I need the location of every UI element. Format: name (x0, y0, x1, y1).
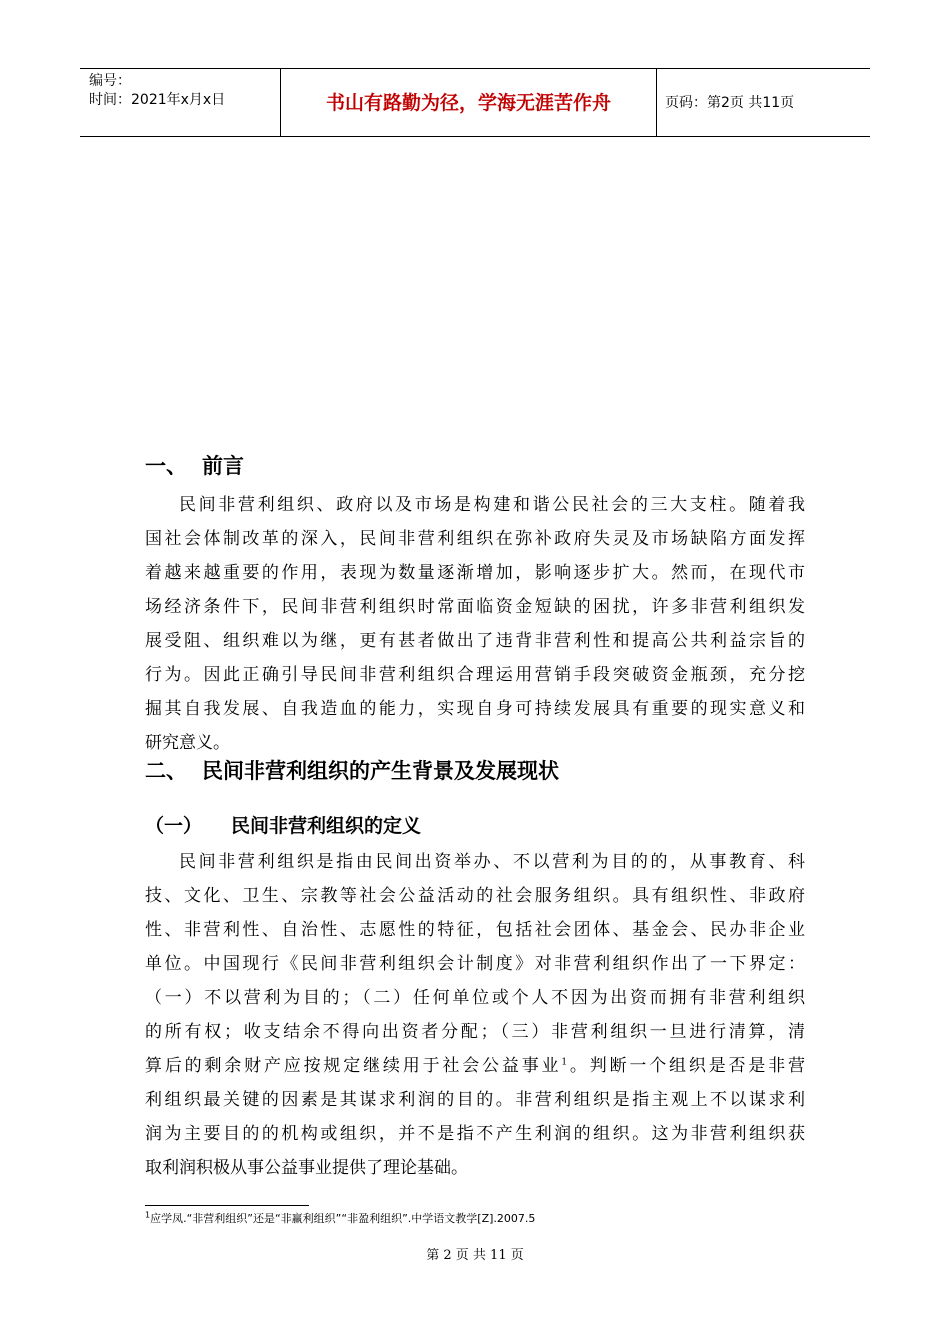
paragraph-line: （一）不以营利为目的；（二）任何单位或个人不因为出资而拥有非营利组织 (145, 988, 805, 1008)
paragraph-line: 掘其自我发展、自我造血的能力，实现自身可持续发展具有重要的现实意义和 (145, 699, 805, 719)
paragraph-line: 取利润积极从事公益事业提供了理论基础。 (145, 1158, 468, 1178)
subsection-title: 民间非营利组织的定义 (231, 815, 422, 837)
paragraph-line: 展受阻、组织难以为继，更有甚者做出了违背非营利性和提高公共利益宗旨的 (145, 631, 805, 651)
page-number-footer: 第 2 页 共 11 页 (426, 1248, 524, 1263)
paragraph-line-with-footnote (145, 1049, 805, 1083)
footnote-marker: 1 (145, 1210, 151, 1220)
paragraph-line: 国社会体制改革的深入，民间非营利组织在弥补政府失灵及市场缺陷方面发挥 (145, 529, 805, 549)
section-title: 前言 (202, 454, 244, 478)
section-1-paragraph (145, 488, 805, 760)
subsection-1-paragraph (145, 845, 805, 1185)
footnote (145, 1211, 535, 1227)
paragraph-line: 着越来越重要的作用，表现为数量逐渐增加，影响逐步扩大。然而，在现代市 (145, 563, 805, 583)
page-header-table (80, 68, 870, 137)
paragraph-line: 民间非营利组织是指由民间出资举办、不以营利为目的的，从事教育、科 (179, 852, 805, 872)
paragraph-line: 研究意义。 (145, 733, 230, 753)
document-time-label: 时间：2021年x月x日 (89, 92, 226, 108)
paragraph-line: 场经济条件下，民间非营利组织时常面临资金短缺的困扰，许多非营利组织发 (145, 597, 805, 617)
section-title: 民间非营利组织的产生背景及发展现状 (202, 759, 559, 783)
section-number: 一、 (145, 454, 187, 478)
footnote-separator (145, 1205, 309, 1206)
section-heading-1 (145, 450, 244, 480)
page-footer (0, 1247, 950, 1265)
document-number-label: 编号： (89, 73, 131, 89)
header-page-cell (657, 69, 870, 136)
footnote-reference[interactable]: 1 (561, 1057, 568, 1068)
paragraph-line: 技、文化、卫生、宗教等社会公益活动的社会服务组织。具有组织性、非政府 (145, 886, 805, 906)
subsection-number: （一） (145, 815, 203, 837)
paragraph-line: 行为。因此正确引导民间非营利组织合理运用营销手段突破资金瓶颈，充分挖 (145, 665, 805, 685)
paragraph-line: 利组织最关键的因素是其谋求利润的目的。非营利组织是指主观上不以谋求利 (145, 1090, 805, 1110)
subsection-heading-1 (145, 811, 421, 838)
header-motto: 书山有路勤为径，学海无涯苦作舟 (325, 92, 611, 114)
header-meta-cell (80, 69, 281, 136)
header-motto-cell (281, 69, 657, 136)
line-text: 算后的剩余财产应按规定继续用于社会公益事业 (145, 1056, 562, 1076)
line-text-tail: 。判断一个组织是否是非营 (567, 1056, 806, 1076)
header-page-info: 页码：第2页 共11页 (665, 95, 795, 111)
section-number: 二、 (145, 759, 187, 783)
paragraph-line: 性、非营利性、自治性、志愿性的特征，包括社会团体、基金会、民办非企业 (145, 920, 805, 940)
paragraph-line: 单位。中国现行《民间非营利组织会计制度》对非营利组织作出了一下界定： (145, 954, 805, 974)
paragraph-line: 润为主要目的的机构或组织，并不是指不产生利润的组织。这为非营利组织获 (145, 1124, 805, 1144)
footnote-text: 应学凤.“非营利组织”还是“非赢利组织”“非盈利组织”.中学语文教学[Z].2007.5 (150, 1212, 536, 1225)
paragraph-line: 的所有权；收支结余不得向出资者分配；（三）非营利组织一旦进行清算，清 (145, 1022, 805, 1042)
section-heading-2 (145, 755, 559, 785)
paragraph-line: 民间非营利组织、政府以及市场是构建和谐公民社会的三大支柱。随着我 (179, 495, 805, 515)
